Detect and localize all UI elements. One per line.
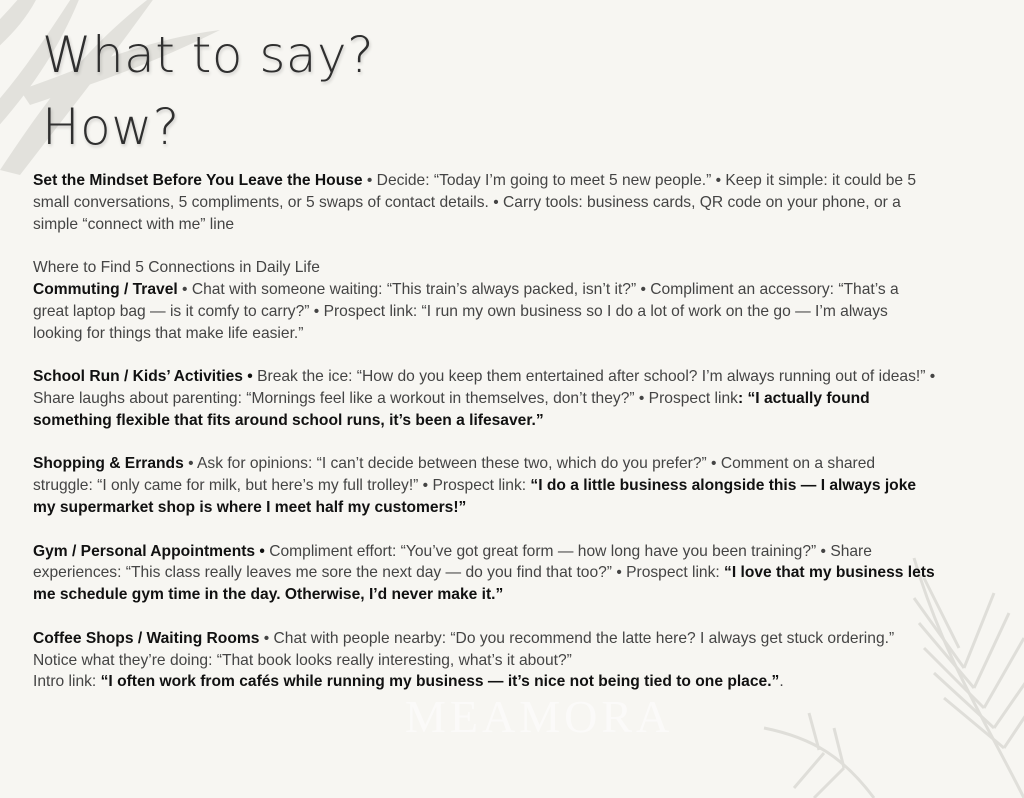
gym-paragraph: [33, 541, 938, 606]
heading-what-to-say: What to say?: [42, 26, 375, 84]
school-paragraph: [33, 366, 938, 431]
school-text: Break the ice: “How do you keep them entertained after school? I’m always running out of ideas!” • Share laughs about parenting: “Mornings feel like a workout in themselves, don’t they?” • Prospect link: [33, 368, 936, 407]
heading-how: How?: [42, 98, 180, 156]
school-quote: : “I actually found something flexible that fits around school runs, it’s been a lifesaver.”: [33, 389, 870, 429]
school-title: School Run / Kids’ Activities •: [33, 368, 253, 386]
shopping-text: • Ask for opinions: “I can’t decide between these two, which do you prefer?” • Comment on a shared struggle: “I only came for milk, but here’s my full trolley!” • Prospect link:: [33, 455, 876, 495]
coffee-text: • Chat with people nearby: “Do you recommend the latte here? I always get stuck ordering.”: [259, 629, 895, 647]
mindset-title: Set the Mindset Before You Leave the House: [33, 172, 363, 189]
mindset-text: • Decide: “Today I’m going to meet 5 new people.” • Keep it simple: it could be 5 small conversations, 5 compliments, or 5 swaps of contact details. • Carry tools: business cards, QR code on your phone, or a simple “connect with me” line: [33, 172, 917, 233]
commuting-text: • Chat with someone waiting: “This train’s always packed, isn’t it?” • Compliment an accessory: “That’s a great laptop bag — is it comfy to carry?” • Prospect link: “I run my own business so I do a lot of work on the go — I’m always looking for things that make life easier.”: [33, 280, 899, 342]
shopping-paragraph: [33, 453, 938, 518]
commuting-paragraph: [33, 257, 938, 344]
commuting-title: Commuting / Travel: [33, 280, 178, 298]
shopping-quote: “I do a little business alongside this — I always joke my supermarket shop is where I meet half my customers!”: [33, 477, 917, 516]
coffee-intro-quote: “I often work from cafés while running my business — it’s nice not being tied to one place.”: [100, 673, 780, 691]
gym-title: Gym / Personal Appointments •: [33, 542, 265, 560]
coffee-intro-line: [33, 671, 938, 693]
coffee-intro-end: .: [779, 673, 784, 691]
brand-watermark: MEAMORA: [405, 691, 674, 742]
where-heading: Where to Find 5 Connections in Daily Life: [33, 259, 320, 277]
mindset-paragraph: [33, 170, 938, 235]
shopping-title: Shopping & Errands: [33, 455, 184, 473]
content-body: [33, 170, 938, 715]
coffee-notice: Notice what they’re doing: “That book looks really interesting, what’s it about?”: [33, 651, 572, 669]
coffee-paragraph: [33, 628, 938, 693]
coffee-intro-label: Intro link:: [33, 673, 101, 691]
coffee-title: Coffee Shops / Waiting Rooms: [33, 629, 260, 647]
gym-text: Compliment effort: “You’ve got great form — how long have you been training?” • Share experiences: “This class really leaves me sore the next day — do you find that too?” • Prospect link:: [33, 542, 872, 582]
gym-quote: “I love that my business lets me schedule gym time in the day. Otherwise, I’d never make it.”: [33, 564, 935, 604]
